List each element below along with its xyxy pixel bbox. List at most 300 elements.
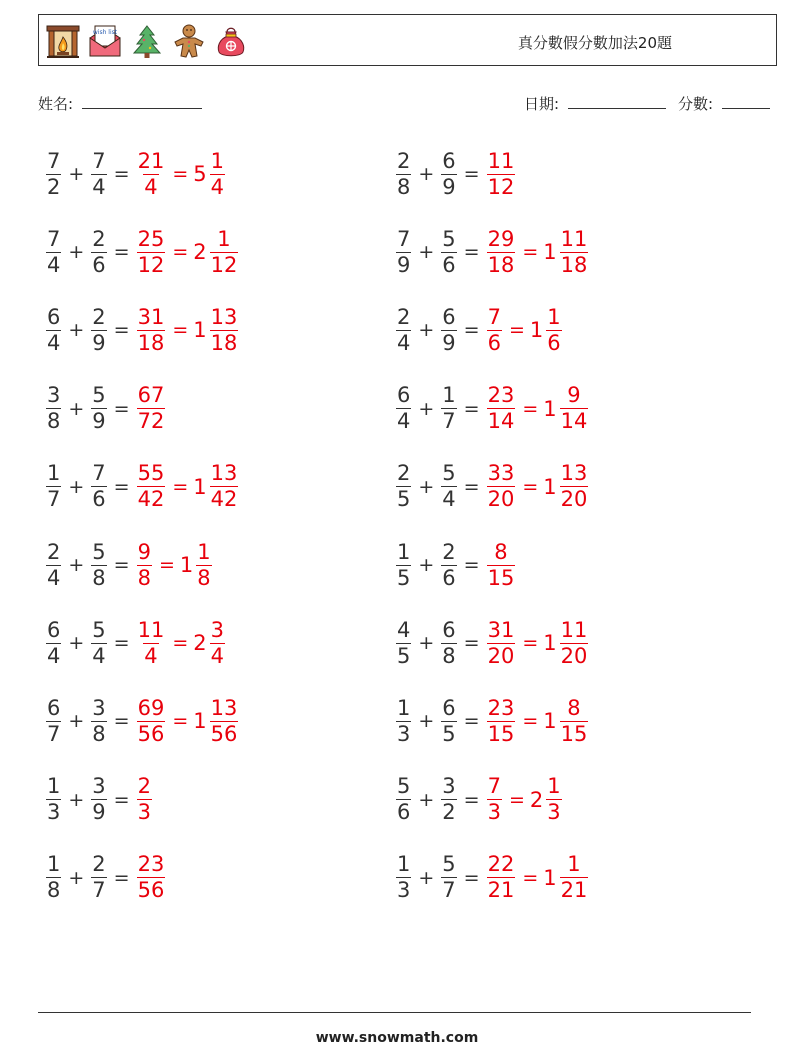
mixed-fraction-denominator: 12: [210, 252, 238, 277]
addend-a: [396, 226, 411, 277]
mixed-fraction-numerator: 13: [210, 304, 238, 329]
addend-a-denominator: 7: [47, 487, 61, 512]
answer-fraction: [137, 385, 166, 432]
addend-a: [46, 539, 61, 590]
mixed-whole: 1: [193, 318, 207, 343]
equals-sign: =: [463, 319, 480, 342]
addend-b-denominator: 7: [92, 878, 106, 903]
mixed-fraction-numerator: 13: [210, 695, 238, 720]
problem-item: [44, 298, 240, 362]
addend-a-numerator: 1: [397, 539, 411, 564]
answer-fraction: [487, 463, 516, 510]
answer-equals-sign: =: [508, 788, 525, 811]
answer-fraction: [137, 463, 166, 510]
addend-b-denominator: 9: [92, 409, 106, 434]
christmas-tree-icon: [129, 23, 165, 59]
equals-sign: =: [113, 475, 130, 498]
plus-sign: +: [418, 866, 435, 889]
addend-a: [46, 385, 61, 432]
answer-fraction: [137, 854, 166, 901]
addend-a-numerator: 2: [47, 539, 61, 564]
plus-sign: +: [68, 163, 85, 185]
addend-b: [441, 695, 456, 746]
addend-a-denominator: 3: [397, 878, 411, 903]
equals-sign: =: [463, 241, 480, 264]
problem-item: [394, 142, 517, 206]
answer-equals-sign: =: [522, 397, 539, 420]
answer-fraction-numerator: 21: [137, 148, 165, 173]
addend-b: [91, 385, 106, 432]
equals-sign: =: [113, 397, 130, 420]
plus-sign: +: [418, 475, 435, 498]
mixed-fraction: [546, 776, 561, 823]
answer-fraction-denominator: 21: [487, 878, 515, 903]
addend-a: [396, 304, 411, 355]
mixed-fraction-denominator: 21: [560, 878, 588, 903]
addend-a: [46, 304, 61, 355]
answer-equals-sign: =: [508, 319, 525, 342]
answer-fraction: [487, 539, 516, 590]
mixed-whole: 1: [543, 865, 557, 890]
plus-sign: +: [418, 163, 435, 185]
addend-a-denominator: 5: [397, 565, 411, 590]
addend-b-numerator: 2: [92, 852, 106, 877]
addend-b: [91, 617, 106, 668]
addend-b-denominator: 8: [92, 721, 106, 746]
answer-fraction: [137, 695, 166, 746]
name-field[interactable]: [38, 93, 202, 114]
mixed-fraction-numerator: 13: [210, 461, 238, 486]
addend-a: [396, 385, 411, 432]
answer-fraction-numerator: 22: [487, 852, 515, 877]
mixed-whole: 1: [543, 474, 557, 499]
mixed-whole: 1: [543, 240, 557, 265]
answer-equals-sign: =: [522, 710, 539, 733]
addend-a-denominator: 3: [397, 721, 411, 746]
mixed-fraction-denominator: 20: [560, 487, 588, 512]
addend-b-numerator: 6: [442, 148, 456, 173]
equals-sign: =: [113, 632, 130, 655]
date-label: 日期:: [524, 95, 560, 113]
addend-b: [441, 148, 456, 199]
mixed-fraction-numerator: 1: [567, 852, 581, 877]
addend-b: [91, 148, 106, 199]
mixed-fraction: [560, 854, 589, 901]
mixed-fraction-numerator: 11: [560, 617, 588, 642]
answer-fraction-numerator: 25: [137, 226, 165, 251]
addend-a-numerator: 6: [47, 617, 61, 642]
addend-a: [396, 463, 411, 510]
addend-a-denominator: 6: [397, 800, 411, 825]
addend-b-denominator: 6: [92, 487, 106, 512]
addend-b-numerator: 5: [92, 539, 106, 564]
mixed-fraction-numerator: 1: [547, 304, 561, 329]
answer-fraction-numerator: 2: [137, 774, 151, 799]
addend-a-denominator: 4: [397, 330, 411, 355]
answer-fraction-denominator: 4: [144, 174, 158, 199]
answer-fraction: [137, 226, 166, 277]
addend-b: [91, 226, 106, 277]
addend-a-denominator: 4: [47, 252, 61, 277]
worksheet-title: 真分數假分數加法20題: [517, 34, 672, 52]
mixed-fraction: [210, 226, 239, 277]
answer-equals-sign: =: [522, 241, 539, 264]
problem-item: [44, 689, 240, 753]
plus-sign: +: [68, 554, 85, 576]
mixed-fraction-numerator: 1: [217, 226, 231, 251]
addend-a-denominator: 7: [47, 721, 61, 746]
answer-fraction-numerator: 9: [137, 539, 151, 564]
addend-b: [441, 539, 456, 590]
answer-fraction-numerator: 8: [494, 539, 508, 564]
equals-sign: =: [463, 554, 480, 576]
addend-a: [396, 539, 411, 590]
addend-b-denominator: 6: [442, 252, 456, 277]
equals-sign: =: [463, 163, 480, 185]
mixed-whole: 5: [193, 162, 207, 186]
fireplace-icon: [45, 23, 81, 59]
answer-fraction-numerator: 69: [137, 695, 165, 720]
addend-a-numerator: 7: [397, 226, 411, 251]
addend-a-denominator: 8: [47, 409, 61, 434]
answer-equals-sign: =: [158, 554, 175, 576]
addend-a-numerator: 3: [47, 383, 61, 408]
problem-item: [44, 377, 167, 441]
addend-a-numerator: 7: [47, 148, 61, 173]
mixed-fraction-denominator: 4: [210, 174, 224, 199]
addend-a-numerator: 2: [397, 304, 411, 329]
answer-fraction-denominator: 20: [487, 643, 515, 668]
score-label: 分數:: [678, 95, 714, 113]
mixed-fraction-denominator: 18: [560, 252, 588, 277]
addend-b-numerator: 2: [92, 226, 106, 251]
addend-b-denominator: 9: [92, 330, 106, 355]
icon-strip: [45, 23, 249, 59]
problem-item: [394, 611, 590, 675]
answer-fraction-denominator: 3: [487, 800, 501, 825]
problem-item: [44, 220, 240, 284]
addend-a-denominator: 8: [397, 174, 411, 199]
addend-a-numerator: 1: [47, 852, 61, 877]
mixed-whole: 1: [543, 631, 557, 656]
addend-a: [396, 854, 411, 901]
plus-sign: +: [68, 319, 85, 342]
addend-a-numerator: 2: [397, 461, 411, 486]
answer-fraction: [487, 776, 502, 823]
date-blank[interactable]: [568, 94, 666, 109]
addend-a: [46, 776, 61, 823]
addend-a-numerator: 1: [47, 774, 61, 799]
answer-fraction-numerator: 23: [487, 695, 515, 720]
answer-fraction-denominator: 8: [137, 565, 151, 590]
answer-fraction-denominator: 15: [487, 565, 515, 590]
answer-fraction: [487, 148, 516, 199]
addend-b: [91, 304, 106, 355]
answer-fraction: [487, 617, 516, 668]
addend-b-numerator: 5: [442, 461, 456, 486]
mixed-fraction: [210, 617, 225, 668]
answer-fraction-denominator: 18: [137, 330, 165, 355]
addend-b-numerator: 2: [92, 304, 106, 329]
mixed-whole: 1: [529, 318, 544, 343]
answer-fraction-denominator: 72: [137, 409, 165, 434]
addend-b: [441, 854, 456, 901]
problem-item: [394, 846, 590, 910]
equals-sign: =: [113, 319, 130, 342]
problem-item: [394, 220, 590, 284]
addend-a-numerator: 6: [47, 695, 61, 720]
answer-equals-sign: =: [522, 475, 539, 498]
addend-b-numerator: 5: [92, 383, 106, 408]
addend-b-denominator: 8: [442, 643, 456, 668]
answer-fraction: [487, 226, 516, 277]
answer-equals-sign: =: [172, 319, 189, 342]
mixed-fraction: [210, 463, 239, 510]
mixed-fraction-denominator: 18: [210, 330, 238, 355]
addend-a-numerator: 2: [397, 148, 411, 173]
addend-a-denominator: 4: [47, 565, 61, 590]
plus-sign: +: [68, 632, 85, 655]
answer-equals-sign: =: [172, 710, 189, 733]
mixed-fraction-numerator: 13: [560, 461, 588, 486]
mixed-fraction-numerator: 1: [547, 774, 561, 799]
addend-b-denominator: 5: [442, 721, 456, 746]
addend-a-denominator: 4: [47, 643, 61, 668]
addend-b-numerator: 3: [92, 774, 106, 799]
mixed-fraction-denominator: 15: [560, 721, 588, 746]
addend-a: [46, 854, 61, 901]
mixed-whole: 1: [193, 709, 207, 734]
wish-list-text: wish list: [92, 29, 118, 36]
mixed-fraction: [546, 304, 561, 355]
addend-b: [441, 617, 456, 668]
addend-a-denominator: 4: [397, 409, 411, 434]
mixed-whole: 1: [179, 553, 194, 577]
answer-fraction-denominator: 15: [487, 721, 515, 746]
addend-a-numerator: 1: [397, 695, 411, 720]
mixed-fraction: [196, 539, 211, 590]
addend-b-numerator: 7: [92, 148, 106, 173]
mixed-fraction-numerator: 11: [560, 226, 588, 251]
addend-a-denominator: 5: [397, 487, 411, 512]
problem-item: [44, 142, 227, 206]
equals-sign: =: [463, 475, 480, 498]
addend-b: [441, 304, 456, 355]
addend-a-numerator: 1: [397, 852, 411, 877]
addend-b: [91, 854, 106, 901]
score-blank[interactable]: [722, 94, 770, 109]
problem-item: [394, 533, 517, 597]
addend-a-numerator: 4: [397, 617, 411, 642]
mixed-whole: 1: [543, 709, 557, 734]
answer-fraction-numerator: 67: [137, 383, 165, 408]
answer-fraction-numerator: 23: [487, 383, 515, 408]
addend-b: [91, 776, 106, 823]
equals-sign: =: [113, 163, 130, 185]
mixed-whole: 1: [543, 396, 557, 421]
answer-fraction: [137, 776, 152, 823]
answer-fraction: [487, 854, 516, 901]
mixed-fraction: [560, 463, 589, 510]
answer-fraction: [137, 617, 166, 668]
answer-fraction: [137, 304, 166, 355]
addend-a: [46, 226, 61, 277]
addend-b: [91, 539, 106, 590]
date-field[interactable]: [524, 93, 666, 114]
answer-fraction-denominator: 3: [137, 800, 151, 825]
addend-b-numerator: 2: [442, 539, 456, 564]
mixed-fraction: [560, 385, 589, 432]
addend-a: [46, 617, 61, 668]
mixed-fraction-denominator: 3: [547, 800, 561, 825]
plus-sign: +: [68, 710, 85, 733]
mixed-fraction-denominator: 56: [210, 721, 238, 746]
mixed-whole: 2: [193, 631, 207, 656]
addend-a-numerator: 7: [47, 226, 61, 251]
equals-sign: =: [463, 866, 480, 889]
answer-fraction-numerator: 7: [487, 774, 501, 799]
mixed-fraction: [210, 695, 239, 746]
addend-a-denominator: 4: [47, 330, 61, 355]
addend-a-numerator: 6: [397, 383, 411, 408]
answer-fraction: [487, 695, 516, 746]
addend-a-numerator: 6: [47, 304, 61, 329]
problem-item: [394, 377, 590, 441]
answer-fraction-numerator: 31: [487, 617, 515, 642]
addend-b: [441, 463, 456, 510]
addend-b: [441, 226, 456, 277]
name-label: 姓名:: [38, 95, 74, 113]
addend-b-denominator: 9: [92, 800, 106, 825]
mixed-fraction-denominator: 8: [197, 565, 211, 590]
problem-item: [394, 689, 590, 753]
addend-a: [396, 776, 411, 823]
answer-equals-sign: =: [522, 632, 539, 655]
problem-item: [44, 846, 167, 910]
addend-b-denominator: 8: [92, 565, 106, 590]
mixed-whole: 2: [529, 787, 544, 812]
addend-b: [441, 385, 456, 432]
answer-equals-sign: =: [522, 866, 539, 889]
answer-fraction-denominator: 42: [137, 487, 165, 512]
addend-a-numerator: 5: [397, 774, 411, 799]
mixed-fraction-denominator: 14: [560, 409, 588, 434]
plus-sign: +: [68, 866, 85, 889]
equals-sign: =: [463, 397, 480, 420]
problem-item: [44, 455, 240, 519]
worksheet-header: [38, 14, 777, 66]
addend-a: [46, 463, 61, 510]
mixed-fraction-denominator: 4: [210, 643, 224, 668]
addend-b-numerator: 1: [442, 383, 456, 408]
equals-sign: =: [113, 866, 130, 889]
addend-b-denominator: 4: [442, 487, 456, 512]
plus-sign: +: [418, 788, 435, 811]
addend-b-numerator: 6: [442, 695, 456, 720]
mixed-whole: 1: [193, 474, 207, 499]
answer-fraction-denominator: 14: [487, 409, 515, 434]
addend-b-denominator: 7: [442, 409, 456, 434]
addend-b-numerator: 5: [92, 617, 106, 642]
plus-sign: +: [418, 554, 435, 576]
gingerbread-man-icon: [171, 23, 207, 59]
answer-fraction-denominator: 56: [137, 721, 165, 746]
addend-b-numerator: 5: [442, 852, 456, 877]
addend-b-numerator: 5: [442, 226, 456, 251]
mixed-fraction-numerator: 3: [210, 617, 224, 642]
mixed-fraction-denominator: 6: [547, 330, 561, 355]
addend-b-denominator: 4: [92, 643, 106, 668]
answer-fraction-denominator: 6: [487, 330, 501, 355]
answer-fraction-denominator: 56: [137, 878, 165, 903]
plus-sign: +: [418, 319, 435, 342]
equals-sign: =: [113, 710, 130, 733]
problem-item: [394, 298, 564, 362]
answer-equals-sign: =: [172, 475, 189, 498]
mixed-fraction: [560, 695, 589, 746]
addend-b-denominator: 4: [92, 174, 106, 199]
plus-sign: +: [68, 241, 85, 264]
mixed-fraction: [210, 148, 225, 199]
addend-b-numerator: 3: [442, 774, 456, 799]
answer-fraction-numerator: 11: [487, 148, 515, 173]
answer-fraction-denominator: 4: [144, 643, 158, 668]
answer-fraction-denominator: 20: [487, 487, 515, 512]
answer-fraction-denominator: 12: [137, 252, 165, 277]
addend-a: [396, 148, 411, 199]
santa-sack-icon: [213, 23, 249, 59]
addend-b-denominator: 6: [92, 252, 106, 277]
answer-fraction-numerator: 33: [487, 461, 515, 486]
addend-b-numerator: 7: [92, 461, 106, 486]
answer-fraction: [487, 385, 516, 432]
addend-b-denominator: 7: [442, 878, 456, 903]
name-blank[interactable]: [82, 94, 202, 109]
mixed-whole: 2: [193, 240, 207, 265]
plus-sign: +: [418, 632, 435, 655]
footer-url: www.snowmath.com: [315, 1030, 479, 1046]
problem-item: [394, 455, 590, 519]
equals-sign: =: [463, 710, 480, 733]
problem-item: [394, 768, 564, 832]
plus-sign: +: [68, 788, 85, 811]
addend-a: [396, 695, 411, 746]
score-field[interactable]: [678, 93, 770, 114]
addend-b-numerator: 6: [442, 617, 456, 642]
answer-fraction-numerator: 29: [487, 226, 515, 251]
plus-sign: +: [68, 475, 85, 498]
mixed-fraction-numerator: 8: [567, 695, 581, 720]
mixed-fraction: [560, 226, 589, 277]
answer-equals-sign: =: [172, 163, 189, 185]
mixed-fraction-numerator: 1: [210, 148, 224, 173]
addend-a-denominator: 5: [397, 643, 411, 668]
answer-fraction-numerator: 23: [137, 852, 165, 877]
addend-b: [441, 776, 456, 823]
answer-fraction-denominator: 12: [487, 174, 515, 199]
addend-b: [91, 695, 106, 746]
addend-a-denominator: 9: [397, 252, 411, 277]
mixed-fraction-numerator: 1: [197, 539, 211, 564]
equals-sign: =: [463, 632, 480, 655]
problem-item: [44, 611, 227, 675]
equals-sign: =: [463, 788, 480, 811]
equals-sign: =: [113, 788, 130, 811]
answer-fraction: [137, 539, 152, 590]
plus-sign: +: [68, 397, 85, 420]
equals-sign: =: [113, 241, 130, 264]
addend-a-denominator: 2: [47, 174, 61, 199]
